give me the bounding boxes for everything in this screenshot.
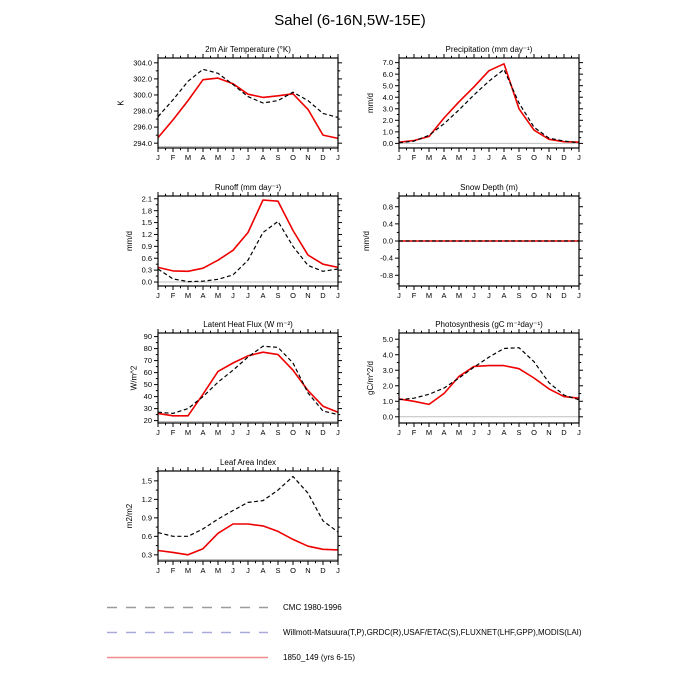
- x-tick-label: J: [231, 428, 235, 437]
- x-tick-label: M: [184, 291, 192, 300]
- x-tick-label: J: [246, 566, 250, 575]
- x-tick-label: O: [531, 428, 537, 437]
- y-tick-label: 0.0: [382, 412, 393, 422]
- x-tick-label: N: [546, 428, 552, 437]
- x-tick-label: J: [397, 291, 401, 300]
- x-tick-label: J: [487, 153, 491, 162]
- panel-title: Photosynthesis (gC m⁻²day⁻¹): [435, 320, 543, 329]
- chart-canvas-precipitation: [342, 42, 594, 168]
- y-tick-label: 1.0: [382, 396, 393, 406]
- y-tick-label: 50: [143, 380, 152, 390]
- x-tick-label: A: [260, 291, 266, 300]
- panel-title: Latent Heat Flux (W m⁻²): [203, 320, 293, 329]
- y-axis-label: m2/m2: [125, 503, 135, 529]
- x-tick-label: O: [290, 291, 296, 300]
- x-tick-label: J: [336, 291, 340, 300]
- y-tick-label: 0.9: [141, 513, 152, 523]
- x-tick-label: M: [455, 428, 463, 437]
- x-tick-label: J: [336, 428, 340, 437]
- axis-ticks: [154, 329, 342, 427]
- x-tick-label: M: [425, 291, 433, 300]
- x-tick-label: A: [501, 153, 507, 162]
- x-tick-label: O: [290, 566, 296, 575]
- y-tick-label: 7.0: [382, 58, 393, 68]
- x-tick-label: N: [305, 566, 311, 575]
- chart-canvas-photosynthesis: [342, 317, 594, 443]
- x-tick-label: M: [455, 153, 463, 162]
- y-tick-label: 1.2: [141, 494, 152, 504]
- y-tick-label: 3.0: [382, 365, 393, 375]
- x-tick-label: A: [200, 291, 206, 300]
- legend-line-dashed: [100, 626, 272, 639]
- chart-canvas-runoff: [101, 180, 353, 306]
- x-tick-label: A: [260, 153, 266, 162]
- x-tick-label: J: [156, 153, 160, 162]
- y-tick-label: 0.3: [141, 550, 152, 560]
- x-tick-label: J: [577, 153, 581, 162]
- y-tick-label: 70: [143, 356, 152, 366]
- x-tick-label: O: [531, 153, 537, 162]
- y-tick-label: 1.8: [141, 206, 152, 216]
- plot-frame: [399, 333, 579, 423]
- x-tick-label: J: [577, 291, 581, 300]
- x-tick-label: F: [411, 291, 417, 300]
- x-tick-label: D: [561, 428, 567, 437]
- x-tick-label: J: [487, 291, 491, 300]
- legend-item-2: [100, 651, 355, 664]
- x-tick-label: A: [200, 566, 206, 575]
- x-tick-label: M: [184, 428, 192, 437]
- axis-ticks: [154, 467, 342, 565]
- x-tick-label: M: [214, 428, 222, 437]
- x-tick-label: J: [246, 291, 250, 300]
- x-tick-label: M: [184, 153, 192, 162]
- legend-label: 1850_149 (yrs 6-15): [283, 653, 356, 662]
- x-tick-label: F: [170, 428, 176, 437]
- legend-line-dashed: [100, 601, 272, 614]
- legend-label: CMC 1980-1996: [283, 603, 342, 612]
- chart-canvas-latent-heat-flux: [101, 317, 353, 443]
- x-tick-label: A: [441, 291, 447, 300]
- x-tick-label: D: [320, 428, 326, 437]
- y-axis-label: gC/m^2/d: [366, 361, 376, 395]
- y-tick-label: 1.5: [141, 476, 152, 486]
- x-tick-label: N: [546, 153, 552, 162]
- x-tick-label: S: [275, 153, 281, 162]
- x-tick-label: F: [170, 291, 176, 300]
- x-tick-label: A: [200, 428, 206, 437]
- panel-air-temperature: [101, 42, 353, 168]
- x-tick-label: J: [156, 291, 160, 300]
- y-tick-label: 2.1: [141, 194, 152, 204]
- panel-precipitation: [342, 42, 594, 168]
- x-tick-label: M: [214, 153, 222, 162]
- y-tick-label: 20: [143, 416, 152, 426]
- axis-ticks: [154, 192, 342, 290]
- x-tick-label: D: [561, 291, 567, 300]
- x-tick-label: N: [305, 153, 311, 162]
- x-tick-label: A: [501, 291, 507, 300]
- panel-title: Snow Depth (m): [460, 183, 518, 192]
- x-tick-label: J: [472, 153, 476, 162]
- axis-ticks: [154, 54, 342, 152]
- x-tick-label: D: [320, 291, 326, 300]
- x-tick-label: J: [397, 153, 401, 162]
- x-tick-label: J: [336, 153, 340, 162]
- x-tick-label: N: [305, 428, 311, 437]
- x-tick-label: A: [441, 153, 447, 162]
- x-tick-label: J: [231, 291, 235, 300]
- x-tick-label: J: [397, 428, 401, 437]
- y-tick-label: 60: [143, 368, 152, 378]
- x-tick-label: F: [411, 428, 417, 437]
- x-tick-label: J: [487, 428, 491, 437]
- y-tick-label: 1.5: [141, 218, 152, 228]
- legend-line-solid: [100, 651, 272, 664]
- y-tick-label: 0.6: [141, 253, 152, 263]
- panel-title: Leaf Area Index: [219, 458, 277, 467]
- y-tick-label: 298.0: [133, 106, 152, 116]
- x-tick-label: J: [156, 428, 160, 437]
- x-tick-label: N: [546, 291, 552, 300]
- legend-item-1: [100, 626, 582, 639]
- y-tick-label: 0.8: [382, 202, 393, 212]
- x-tick-label: J: [472, 428, 476, 437]
- x-tick-label: J: [231, 566, 235, 575]
- x-tick-label: J: [246, 153, 250, 162]
- y-tick-label: -0.8: [380, 270, 393, 280]
- y-tick-label: 0.9: [141, 241, 152, 251]
- panel-latent-heat-flux: [101, 317, 353, 443]
- obs-series-line: [158, 221, 338, 281]
- y-tick-label: 5.0: [382, 334, 393, 344]
- model-series-line: [158, 78, 338, 138]
- x-tick-label: A: [200, 153, 206, 162]
- y-tick-label: 0.0: [141, 277, 152, 287]
- plot-frame: [158, 196, 338, 286]
- model-series-line: [399, 366, 579, 405]
- y-tick-label: 80: [143, 344, 152, 354]
- y-tick-label: 2.0: [382, 115, 393, 125]
- y-tick-label: 0.3: [141, 265, 152, 275]
- x-tick-label: S: [516, 153, 522, 162]
- panel-title: Runoff (mm day⁻¹): [214, 183, 282, 192]
- y-tick-label: 40: [143, 392, 152, 402]
- panel-snow-depth: [342, 180, 594, 306]
- figure-title: Sahel (6-16N,5W-15E): [274, 12, 426, 29]
- y-axis-label: mm/d: [125, 231, 135, 251]
- y-tick-label: 4.0: [382, 350, 393, 360]
- y-tick-label: 0.4: [382, 219, 393, 229]
- chart-canvas-leaf-area-index: [101, 455, 353, 581]
- x-tick-label: N: [305, 291, 311, 300]
- x-tick-label: M: [214, 291, 222, 300]
- x-tick-label: A: [501, 428, 507, 437]
- x-tick-label: J: [231, 153, 235, 162]
- x-tick-label: M: [214, 566, 222, 575]
- y-tick-label: 4.0: [382, 92, 393, 102]
- x-tick-label: M: [425, 153, 433, 162]
- y-tick-label: 1.0: [382, 127, 393, 137]
- x-tick-label: A: [260, 566, 266, 575]
- y-tick-label: 302.0: [133, 74, 152, 84]
- x-tick-label: D: [320, 153, 326, 162]
- x-tick-label: F: [170, 566, 176, 575]
- obs-series-line: [399, 70, 579, 143]
- panel-photosynthesis: [342, 317, 594, 443]
- x-tick-label: M: [425, 428, 433, 437]
- x-tick-label: J: [472, 291, 476, 300]
- y-axis-label: mm/d: [361, 231, 371, 251]
- y-tick-label: 90: [143, 332, 152, 342]
- y-tick-label: 3.0: [382, 104, 393, 114]
- model-series-line: [399, 64, 579, 142]
- axis-ticks: [395, 329, 583, 427]
- x-tick-label: D: [561, 153, 567, 162]
- y-tick-label: 300.0: [133, 90, 152, 100]
- x-tick-label: J: [156, 566, 160, 575]
- x-tick-label: S: [275, 566, 281, 575]
- x-tick-label: O: [531, 291, 537, 300]
- legend-label: Willmott-Matsuura(T,P),GRDC(R),USAF/ETAC(S),FLUXNET(LHF,GPP),MODIS(LAI): [283, 628, 582, 637]
- x-tick-label: O: [290, 153, 296, 162]
- y-tick-label: 304.0: [133, 58, 152, 68]
- y-tick-label: 0.0: [382, 236, 393, 246]
- x-tick-label: M: [184, 566, 192, 575]
- y-tick-label: 1.2: [141, 230, 152, 240]
- plot-frame: [158, 58, 338, 148]
- x-tick-label: F: [411, 153, 417, 162]
- x-tick-label: F: [170, 153, 176, 162]
- obs-series-line: [158, 477, 338, 537]
- legend-item-0: [100, 601, 342, 614]
- y-axis-label: mm/d: [366, 93, 376, 113]
- y-axis-label: W/m^2: [129, 365, 139, 391]
- x-tick-label: M: [455, 291, 463, 300]
- y-tick-label: 30: [143, 404, 152, 414]
- x-tick-label: S: [275, 291, 281, 300]
- chart-canvas-air-temperature: [101, 42, 353, 168]
- x-tick-label: D: [320, 566, 326, 575]
- y-tick-label: 0.6: [141, 531, 152, 541]
- y-tick-label: 294.0: [133, 138, 152, 148]
- x-tick-label: A: [441, 428, 447, 437]
- x-tick-label: J: [246, 428, 250, 437]
- obs-series-line: [399, 348, 579, 400]
- panel-leaf-area-index: [101, 455, 353, 581]
- y-tick-label: 0.0: [382, 138, 393, 148]
- x-tick-label: J: [577, 428, 581, 437]
- y-axis-label: K: [116, 100, 126, 106]
- model-series-line: [158, 524, 338, 555]
- x-tick-label: O: [290, 428, 296, 437]
- chart-canvas-snow-depth: [342, 180, 594, 306]
- y-tick-label: 6.0: [382, 69, 393, 79]
- x-tick-label: S: [516, 428, 522, 437]
- y-tick-label: 296.0: [133, 122, 152, 132]
- panel-title: 2m Air Temperature (°K): [205, 45, 291, 54]
- x-tick-label: S: [516, 291, 522, 300]
- y-tick-label: 2.0: [382, 381, 393, 391]
- x-tick-label: S: [275, 428, 281, 437]
- x-tick-label: A: [260, 428, 266, 437]
- y-tick-label: -0.4: [380, 253, 393, 263]
- y-tick-label: 5.0: [382, 81, 393, 91]
- model-series-line: [158, 352, 338, 416]
- panel-runoff: [101, 180, 353, 306]
- x-tick-label: J: [336, 566, 340, 575]
- panel-title: Precipitation (mm day⁻¹): [445, 45, 533, 54]
